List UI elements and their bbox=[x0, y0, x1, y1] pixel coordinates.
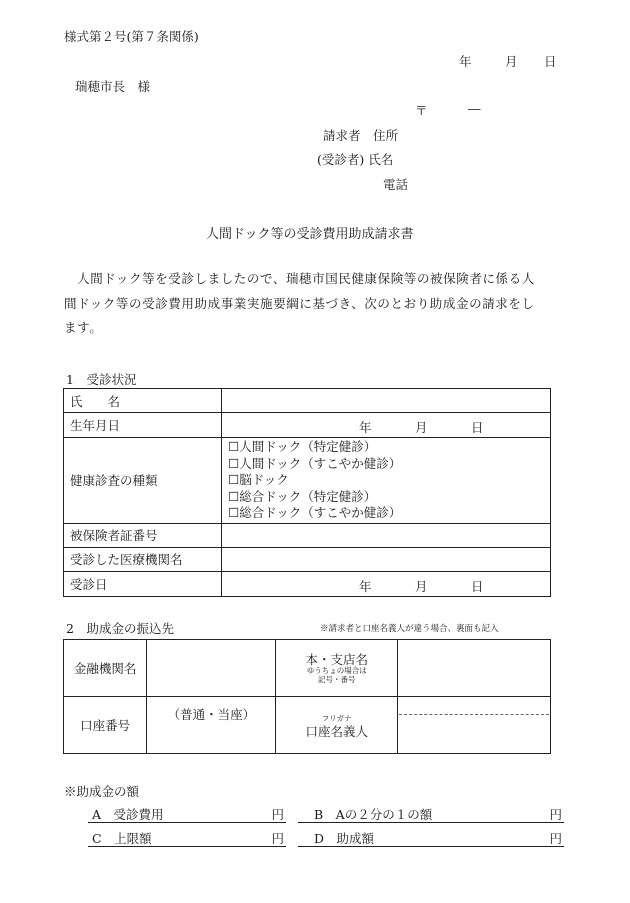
section1-heading: 1 受診状況 bbox=[66, 372, 137, 387]
institution-field[interactable] bbox=[222, 547, 551, 571]
account-type-label: （普通・当座） bbox=[167, 707, 256, 722]
amount-d-label: D 助成額 bbox=[314, 831, 375, 846]
table-row bbox=[64, 523, 551, 547]
branch-field[interactable] bbox=[398, 640, 551, 697]
section2-heading: 2 助成金の振込先 bbox=[66, 621, 174, 636]
birth-month-label: 月 bbox=[415, 420, 428, 435]
postal-dash: ― bbox=[468, 101, 481, 116]
yen-unit: 円 bbox=[271, 831, 284, 846]
exam-date-field[interactable] bbox=[222, 571, 551, 596]
table-row bbox=[64, 389, 551, 413]
exam-year-label: 年 bbox=[359, 578, 372, 594]
table-row bbox=[64, 571, 551, 596]
yen-unit: 円 bbox=[271, 807, 284, 822]
furigana-divider bbox=[399, 714, 549, 715]
amount-a-label: A 受診費用 bbox=[92, 807, 164, 822]
amount-b-field[interactable] bbox=[298, 803, 564, 823]
table-row bbox=[64, 547, 551, 571]
checkbox-option[interactable]: ☐人間ドック（特定健診） bbox=[228, 439, 377, 454]
exam-date-label: 受診日 bbox=[64, 571, 222, 596]
postal-mark: 〒 bbox=[415, 103, 428, 118]
amount-a-field[interactable] bbox=[88, 803, 286, 823]
body-line: ます。 bbox=[64, 320, 103, 335]
birth-label: 生年月日 bbox=[64, 413, 222, 438]
date-day-label: 日 bbox=[544, 54, 557, 69]
bank-name-field[interactable] bbox=[147, 640, 276, 697]
amount-c-field[interactable] bbox=[88, 827, 286, 847]
checkbox-option[interactable]: ☐脳ドック bbox=[228, 472, 289, 487]
account-type-field[interactable] bbox=[147, 697, 276, 754]
date-month-label: 月 bbox=[505, 54, 518, 69]
holder-field[interactable] bbox=[398, 697, 551, 754]
checkup-type-options bbox=[222, 438, 551, 524]
bank-name-label: 金融機関名 bbox=[64, 640, 147, 697]
amount-b-label: B Aの２分の１の額 bbox=[314, 807, 433, 822]
requester-address-label: 請求者 住所 bbox=[323, 128, 399, 143]
amount-d-field[interactable] bbox=[298, 827, 564, 847]
holder-label-cell bbox=[276, 697, 398, 754]
name-field[interactable] bbox=[222, 389, 551, 413]
branch-label: 本・支店名 bbox=[305, 651, 368, 667]
branch-note: ゆうちょの場合は 記号・番号 bbox=[306, 665, 367, 684]
date-year-label: 年 bbox=[459, 54, 472, 69]
body-paragraph bbox=[64, 267, 574, 341]
exam-month-label: 月 bbox=[415, 578, 428, 594]
form-number: 様式第２号(第７条関係) bbox=[64, 29, 199, 44]
birth-date-field[interactable] bbox=[222, 413, 551, 438]
addressee: 瑞穂市長 様 bbox=[75, 79, 151, 94]
name-label: 氏 名 bbox=[64, 389, 222, 413]
requester-name-label: (受診者) 氏名 bbox=[317, 152, 394, 167]
table-row bbox=[64, 413, 551, 438]
checkup-type-label: 健康診査の種類 bbox=[64, 438, 222, 524]
checkbox-option[interactable]: ☐人間ドック（すこやか健診） bbox=[228, 455, 402, 471]
institution-label: 受診した医療機関名 bbox=[64, 547, 222, 571]
branch-label-cell bbox=[276, 640, 398, 697]
body-line: 間ドック等の受診費用助成事業実施要綱に基づき、次のとおり助成金の請求をし bbox=[64, 295, 535, 311]
exam-day-label: 日 bbox=[471, 578, 484, 594]
insurance-number-label: 被保険者証番号 bbox=[64, 523, 222, 547]
yen-unit: 円 bbox=[549, 831, 562, 846]
table-row bbox=[64, 697, 551, 754]
amount-c-label: C 上限額 bbox=[92, 831, 152, 846]
bank-transfer-table bbox=[63, 639, 551, 754]
birth-day-label: 日 bbox=[471, 420, 484, 435]
body-line: 人間ドック等を受診しましたので、瑞穂市国民健康保険等の被保険者に係る人 bbox=[64, 271, 535, 286]
table-row bbox=[64, 640, 551, 697]
furigana-label: フリガナ bbox=[321, 714, 352, 723]
account-holder-note: ※請求者と口座名義人が違う場合、裏面も記入 bbox=[320, 624, 499, 634]
checkbox-option[interactable]: ☐総合ドック（すこやか健診） bbox=[228, 505, 402, 520]
birth-year-label: 年 bbox=[359, 420, 372, 435]
checkup-status-table bbox=[63, 388, 551, 597]
table-row bbox=[64, 438, 551, 524]
document-title: 人間ドック等の受診費用助成請求書 bbox=[206, 227, 414, 242]
yen-unit: 円 bbox=[549, 807, 562, 822]
account-number-label: 口座番号 bbox=[64, 697, 147, 754]
holder-label: 口座名義人 bbox=[305, 724, 368, 739]
insurance-number-field[interactable] bbox=[222, 523, 551, 547]
section3-heading: ※助成金の額 bbox=[64, 784, 140, 799]
requester-tel-label: 電話 bbox=[383, 177, 409, 192]
checkbox-option[interactable]: ☐総合ドック（特定健診） bbox=[228, 488, 377, 504]
